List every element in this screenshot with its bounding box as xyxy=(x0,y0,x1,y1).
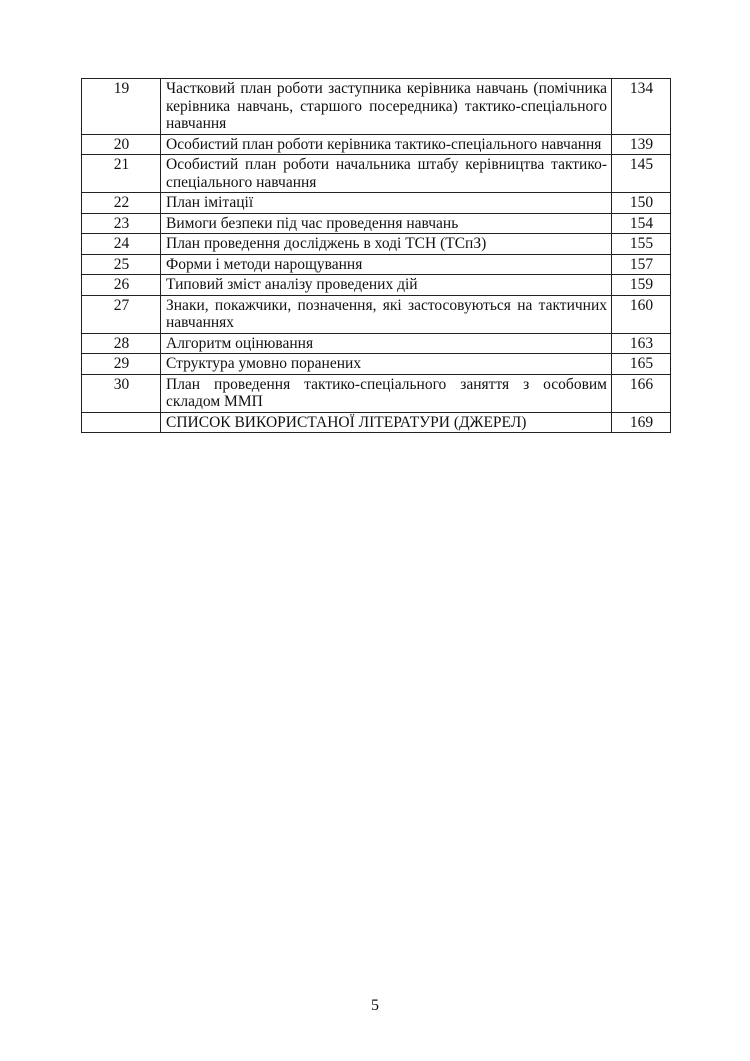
row-title: Особистий план роботи керівника тактико-спеціального навчання xyxy=(161,134,612,155)
table-of-contents xyxy=(81,78,671,433)
row-title: Частковий план роботи заступника керівника навчань (помічника керівника навчань, старшого посередника) тактико-спеціального навчання xyxy=(161,79,612,135)
row-title: План проведення досліджень в ході ТСН (ТСпЗ) xyxy=(161,234,612,255)
row-number xyxy=(82,412,161,433)
row-number: 24 xyxy=(82,234,161,255)
row-title: Структура умовно поранених xyxy=(161,354,612,375)
row-title: План імітації xyxy=(161,193,612,214)
table-row xyxy=(82,234,671,255)
row-number: 30 xyxy=(82,374,161,412)
row-page: 163 xyxy=(612,333,671,354)
row-page: 169 xyxy=(612,412,671,433)
table-row xyxy=(82,254,671,275)
row-page: 150 xyxy=(612,193,671,214)
row-number: 19 xyxy=(82,79,161,135)
table-row xyxy=(82,134,671,155)
row-number: 26 xyxy=(82,275,161,296)
row-number: 21 xyxy=(82,155,161,193)
page-number: 5 xyxy=(371,997,379,1014)
row-page: 154 xyxy=(612,213,671,234)
row-number: 23 xyxy=(82,213,161,234)
row-page: 160 xyxy=(612,295,671,333)
row-number: 25 xyxy=(82,254,161,275)
table-row xyxy=(82,79,671,135)
table-row xyxy=(82,333,671,354)
row-title: СПИСОК ВИКОРИСТАНОЇ ЛІТЕРАТУРИ (ДЖЕРЕЛ) xyxy=(161,412,612,433)
row-number: 22 xyxy=(82,193,161,214)
row-number: 27 xyxy=(82,295,161,333)
row-page: 134 xyxy=(612,79,671,135)
table-row xyxy=(82,275,671,296)
row-page: 166 xyxy=(612,374,671,412)
row-number: 28 xyxy=(82,333,161,354)
row-title: Типовий зміст аналізу проведених дій xyxy=(161,275,612,296)
row-page: 155 xyxy=(612,234,671,255)
row-page: 139 xyxy=(612,134,671,155)
row-title: План проведення тактико-спеціального заняття з особовим складом ММП xyxy=(161,374,612,412)
row-number: 29 xyxy=(82,354,161,375)
row-page: 165 xyxy=(612,354,671,375)
table-row xyxy=(82,213,671,234)
row-title: Форми і методи нарощування xyxy=(161,254,612,275)
row-title: Алгоритм оцінювання xyxy=(161,333,612,354)
row-number: 20 xyxy=(82,134,161,155)
row-page: 157 xyxy=(612,254,671,275)
row-title: Знаки, покажчики, позначення, які застосовуються на тактичних навчаннях xyxy=(161,295,612,333)
table-row xyxy=(82,295,671,333)
row-page: 159 xyxy=(612,275,671,296)
table-row xyxy=(82,374,671,412)
row-title: Особистий план роботи начальника штабу керівництва тактико-спеціального навчання xyxy=(161,155,612,193)
table-row xyxy=(82,155,671,193)
row-page: 145 xyxy=(612,155,671,193)
row-title: Вимоги безпеки під час проведення навчань xyxy=(161,213,612,234)
table-row xyxy=(82,412,671,433)
table-row xyxy=(82,193,671,214)
table-row xyxy=(82,354,671,375)
